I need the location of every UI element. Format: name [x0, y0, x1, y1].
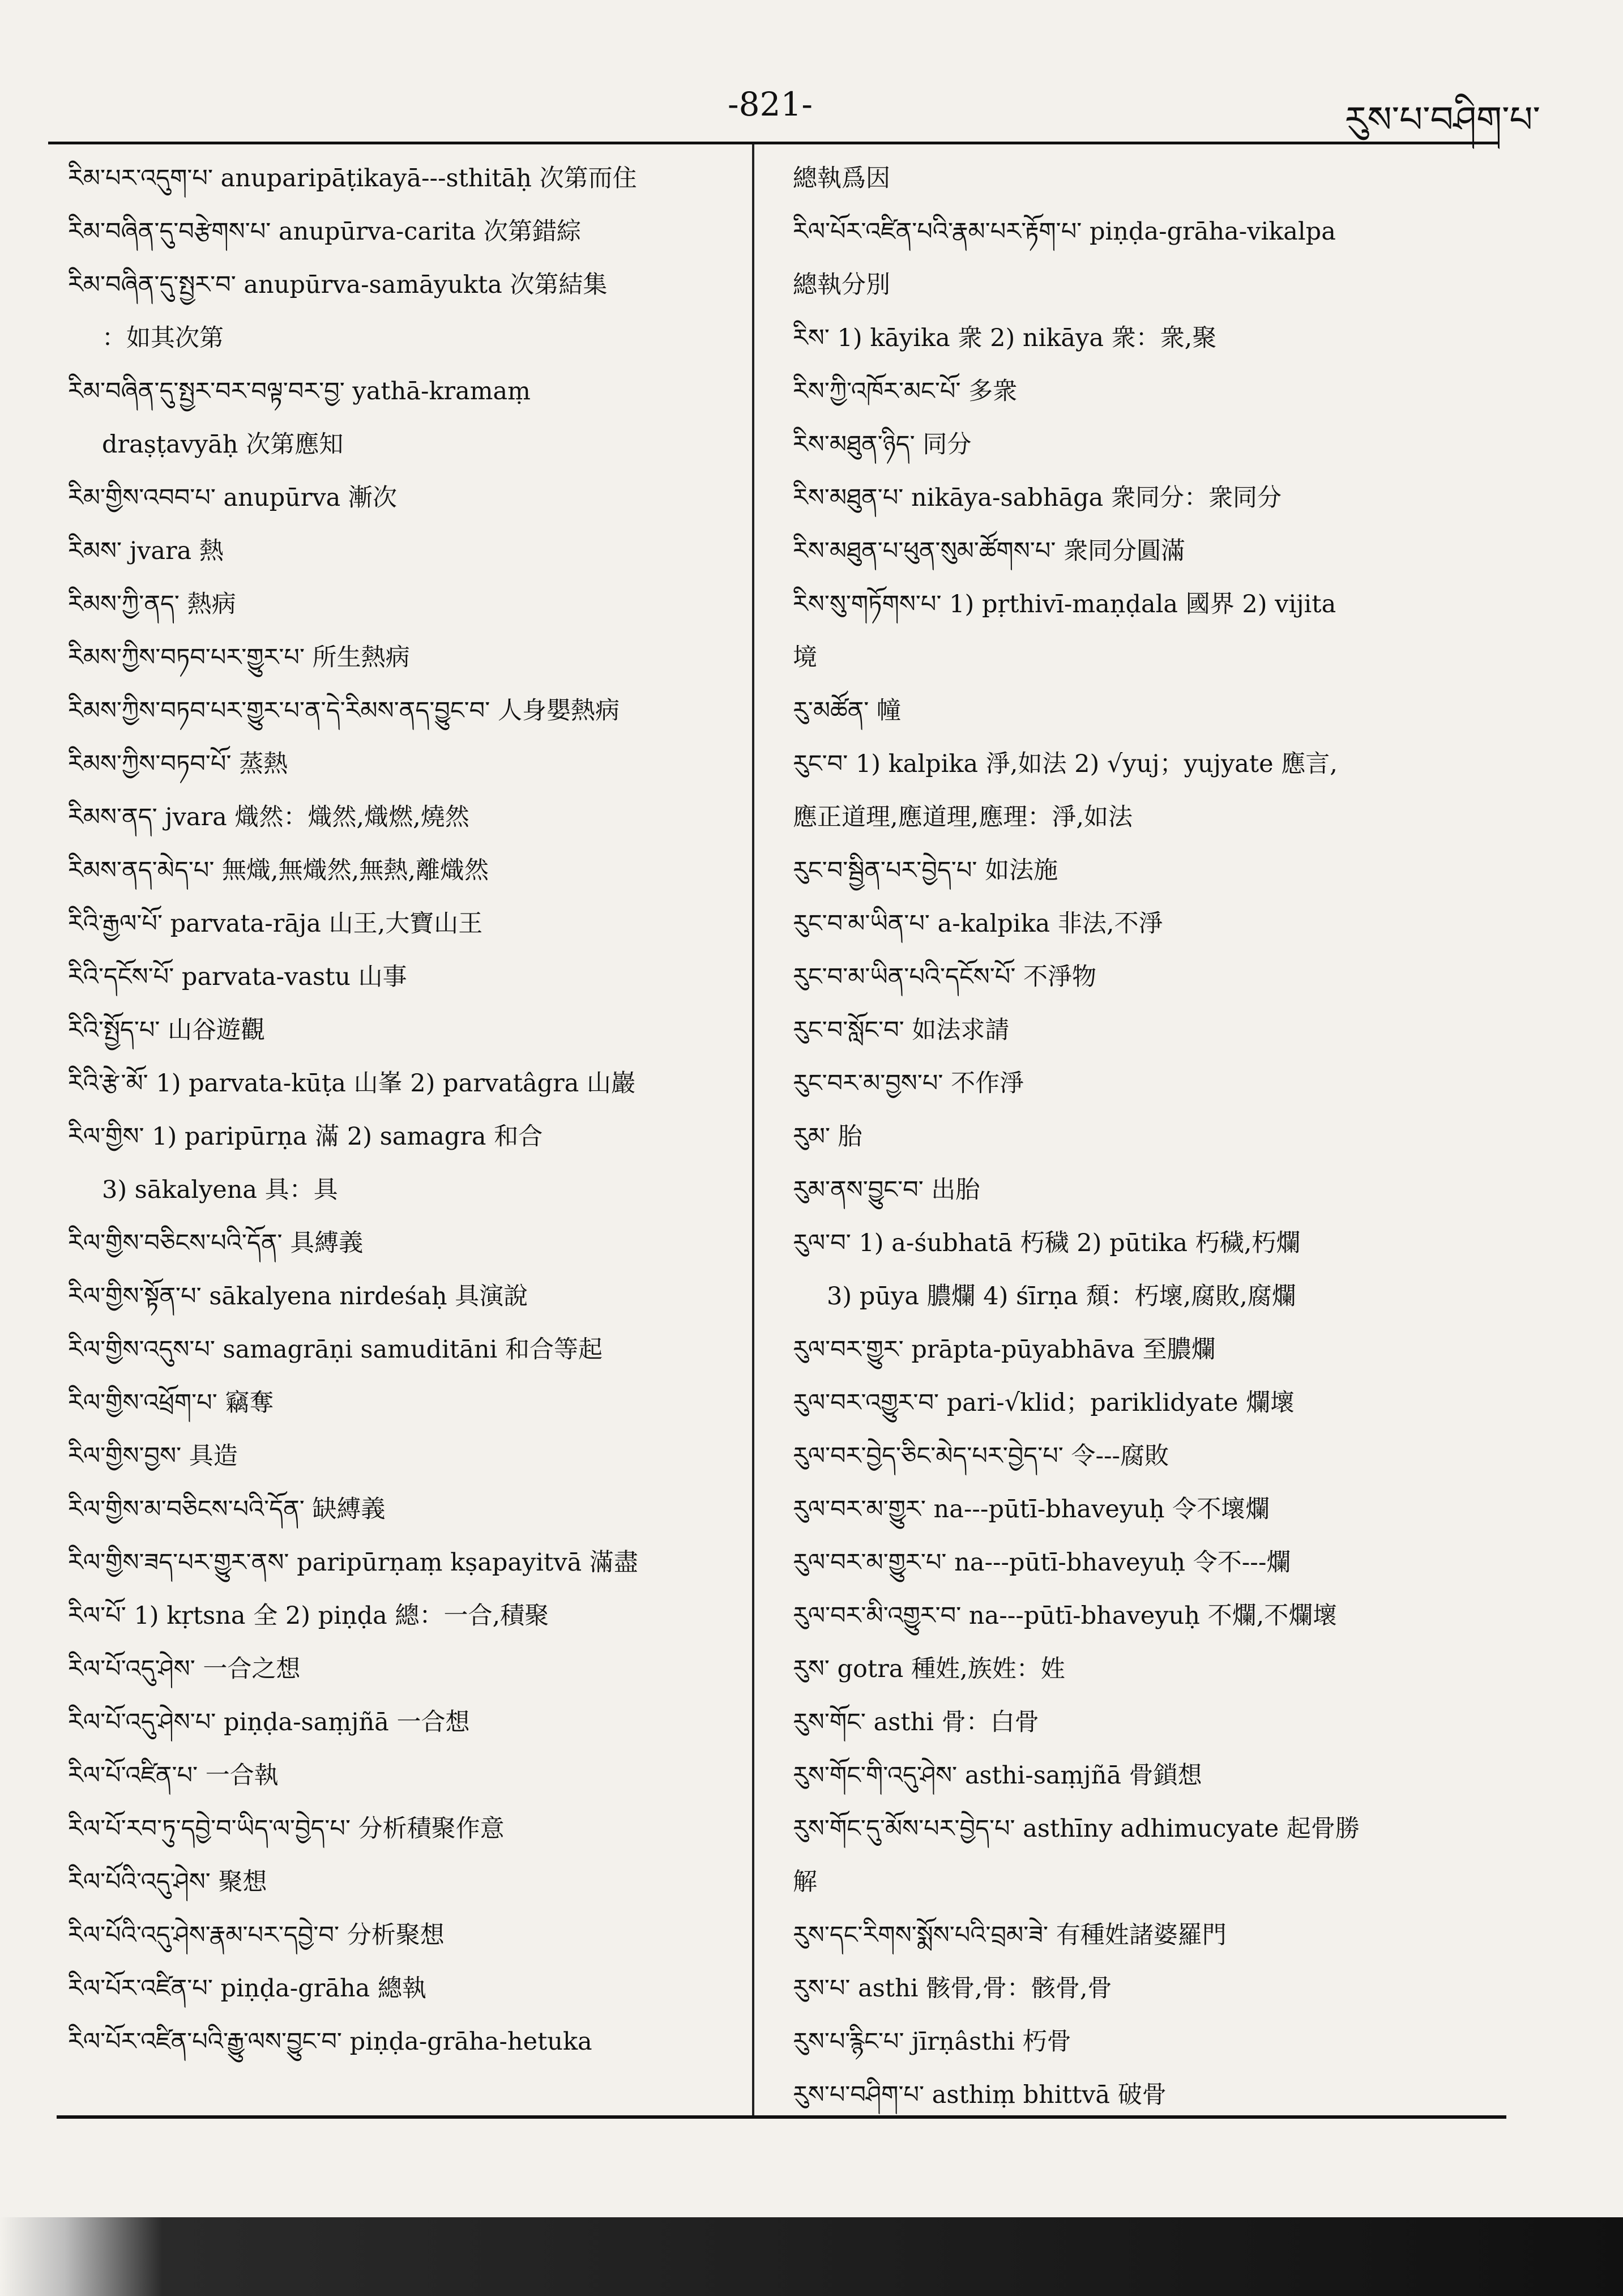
- dictionary-entry: རིལ་པོ་འདུ་ཤེས་པ་ piṇḍa-saṃjñā 一合想: [68, 1708, 470, 1736]
- dictionary-entry: རིལ་གྱིས་བྱས་ 具造: [68, 1442, 238, 1470]
- dictionary-entry: རིམ་བཞིན་དུ་སྤྱར་བ་ anupūrva-samāyukta 次第結集: [68, 271, 608, 299]
- dictionary-entry: རིམས་ཀྱིས་བཏབ་པར་གྱུར་པ་ 所生熱病: [68, 643, 410, 672]
- dictionary-entry: རིམས་ཀྱིས་བཏབ་པོ་ 蒸熱: [68, 750, 288, 778]
- dictionary-entry: 總執爲因: [793, 164, 890, 193]
- dictionary-entry: རུམ་ནས་བྱུང་བ་ 出胎: [793, 1176, 980, 1204]
- scan-shadow-band: [0, 2217, 1623, 2296]
- dictionary-entry: རུང་བར་མ་བྱས་པ་ 不作淨: [793, 1069, 1024, 1098]
- dictionary-entry: རུང་བ་ 1) kalpika 淨,如法 2) √yuj；yujyate 應言,: [793, 750, 1338, 778]
- dictionary-entry: 3) pūya 膿爛 4) śīrṇa 頹：朽壞,腐敗,腐爛: [827, 1282, 1296, 1311]
- dictionary-entry: རིམས་ནད་མེད་པ་ 無熾,無熾然,無熱,離熾然: [68, 856, 489, 885]
- dictionary-entry: རུལ་བ་ 1) a-śubhatā 朽穢 2) pūtika 朽穢,朽爛: [793, 1229, 1301, 1257]
- dictionary-entry: ：如其次第: [102, 324, 224, 352]
- dictionary-entry: རིལ་གྱིས་མ་བཅིངས་པའི་དོན་ 缺縛義: [68, 1495, 386, 1523]
- dictionary-entry: རིལ་པོར་འཛིན་པ་ piṇḍa-grāha 總執: [68, 1974, 426, 2003]
- dictionary-entry: རུས་པ་ asthi 骸骨,骨：骸骨,骨: [793, 1974, 1112, 2003]
- dictionary-entry: རིམ་བཞིན་དུ་སྤྱར་བར་བལྟ་བར་བྱ་ yathā-kramaṃ: [68, 377, 531, 406]
- dictionary-entry: རུང་བ་མ་ཡིན་པ་ a-kalpika 非法,不淨: [793, 910, 1163, 938]
- dictionary-entry: རིལ་གྱིས་འདུས་པ་ samagrāṇi samuditāni 和合等起: [68, 1335, 603, 1364]
- dictionary-entry: རིམས་ནད་ jvara 熾然：熾然,熾燃,燒然: [68, 803, 469, 831]
- dictionary-entry: 解: [793, 1868, 817, 1896]
- dictionary-entry: རུམ་ 胎: [793, 1123, 862, 1151]
- dictionary-entry: རིམ་བཞིན་དུ་བརྩེགས་པ་ anupūrva-carita 次第錯綜: [68, 217, 581, 246]
- dictionary-entry: རིལ་པོའི་འདུ་ཤེས་ 聚想: [68, 1868, 267, 1896]
- dictionary-entry: རིའི་སྤྱོད་པ་ 山谷遊觀: [68, 1016, 266, 1044]
- page-number: -821-: [728, 85, 813, 123]
- dictionary-entry: རུལ་བར་མ་གྱུར་པ་ na---pūtī-bhaveyuḥ 令不---爛: [793, 1548, 1291, 1577]
- dictionary-entry: རིལ་གྱིས་ 1) paripūrṇa 滿 2) samagra 和合: [68, 1123, 543, 1151]
- dictionary-entry: རིའི་རྩེ་མོ་ 1) parvata-kūṭa 山峯 2) parvatâgra 山巖: [68, 1069, 635, 1098]
- bottom-rule: [57, 2115, 1506, 2119]
- dictionary-entry: རིམ་པར་འདུག་པ་ anuparipāṭikayā---sthitāḥ 次第而住: [68, 164, 637, 193]
- dictionary-entry: རིས་མཐུན་པ་ nikāya-sabhāga 衆同分：衆同分: [793, 484, 1282, 512]
- dictionary-entry: རིའི་རྒྱལ་པོ་ parvata-rāja 山王,大寶山王: [68, 910, 483, 938]
- right-column: [793, 152, 1498, 2122]
- dictionary-entry: རུང་བ་སྦྱིན་པར་བྱེད་པ་ 如法施: [793, 856, 1058, 885]
- dictionary-entry: རུལ་བར་གྱུར་ prāpta-pūyabhāva 至膿爛: [793, 1335, 1216, 1364]
- dictionary-entry: རིམས་ཀྱིས་བཏབ་པར་གྱུར་པ་ན་དེ་རིམས་ནད་བྱུང་བ་ 人身嬰熱病: [68, 697, 620, 725]
- dictionary-entry: རིལ་པོ་འདུ་ཤེས་ 一合之想: [68, 1655, 301, 1683]
- dictionary-entry: རིལ་པོ་འཛིན་པ་ 一合執: [68, 1761, 279, 1790]
- dictionary-entry: རུས་གོང་གི་འདུ་ཤེས་ asthi-saṃjñā 骨鎖想: [793, 1761, 1202, 1790]
- dictionary-entry: རིས་མཐུན་ཉིད་ 同分: [793, 430, 972, 459]
- dictionary-entry: རུས་པ་བཤིག་པ་ asthiṃ bhittvā 破骨: [793, 2081, 1167, 2109]
- dictionary-entry: རུལ་བར་འགྱུར་བ་ pari-√klid；pariklidyate 爛壞: [793, 1389, 1295, 1417]
- dictionary-entry: རིས་ 1) kāyika 衆 2) nikāya 衆：衆,聚: [793, 324, 1217, 352]
- dictionary-entry: 3) sākalyena 具：具: [102, 1176, 338, 1204]
- dictionary-entry: རིལ་པོ་ 1) kṛtsna 全 2) piṇḍa 總：一合,積聚: [68, 1602, 549, 1630]
- dictionary-entry: རིལ་པོར་འཛིན་པའི་རྒྱུ་ལས་བྱུང་བ་ piṇḍa-grāha-hetuka: [68, 2028, 592, 2056]
- dictionary-entry: རིལ་གྱིས་སྟོན་པ་ sākalyena nirdeśaḥ 具演說: [68, 1282, 528, 1311]
- dictionary-entry: རིམས་ཀྱི་ནད་ 熱病: [68, 590, 236, 618]
- dictionary-entry: རིས་སུ་གཏོགས་པ་ 1) pṛthivī-maṇḍala 國界 2) vijita: [793, 590, 1336, 618]
- dictionary-entry: རིལ་པོར་འཛིན་པའི་རྣམ་པར་རྟོག་པ་ piṇḍa-grāha-vikalpa: [793, 217, 1336, 246]
- dictionary-entry: རུས་པ་རྙིང་པ་ jīrṇâsthi 朽骨: [793, 2028, 1071, 2056]
- dictionary-entry: རུས་ gotra 種姓,族姓：姓: [793, 1655, 1065, 1683]
- dictionary-entry: 應正道理,應道理,應理：淨,如法: [793, 803, 1133, 831]
- dictionary-entry: རུས་གོང་ asthi 骨：白骨: [793, 1708, 1039, 1736]
- left-column: [68, 152, 742, 2068]
- top-rule: [48, 142, 1498, 144]
- dictionary-entry: རིའི་དངོས་པོ་ parvata-vastu 山事: [68, 963, 407, 991]
- dictionary-entry: རིལ་པོའི་འདུ་ཤེས་རྣམ་པར་དབྱེ་བ་ 分析聚想: [68, 1921, 445, 1949]
- running-head: རུས་པ་བཤིག་པ་: [1344, 99, 1540, 141]
- dictionary-entry: རིལ་པོ་རབ་ཏུ་དབྱེ་བ་ཡིད་ལ་བྱེད་པ་ 分析積聚作意: [68, 1815, 505, 1843]
- dictionary-entry: རིལ་གྱིས་འཕྲོག་པ་ 竊奪: [68, 1389, 274, 1417]
- dictionary-entry: རུས་དང་རིགས་སྨོས་པའི་བྲམ་ཟེ་ 有種姓諸婆羅門: [793, 1921, 1227, 1949]
- dictionary-entry: 總執分別: [793, 271, 890, 299]
- dictionary-entry: རུང་བ་མ་ཡིན་པའི་དངོས་པོ་ 不淨物: [793, 963, 1097, 991]
- dictionary-entry: རུལ་བར་མ་གྱུར་ na---pūtī-bhaveyuḥ 令不壞爛: [793, 1495, 1270, 1523]
- dictionary-entry: རིམ་གྱིས་འབབ་པ་ anupūrva 漸次: [68, 484, 397, 512]
- dictionary-entry: རུལ་བར་མི་འགྱུར་བ་ na---pūtī-bhaveyuḥ 不爛,不爛壞: [793, 1602, 1338, 1630]
- dictionary-entry: རིས་མཐུན་པ་ཕུན་སུམ་ཚོགས་པ་ 衆同分圓滿: [793, 537, 1186, 565]
- dictionary-entry: རུང་བ་སློང་བ་ 如法求請: [793, 1016, 1010, 1044]
- column-divider: [752, 144, 754, 2115]
- dictionary-entry: རིལ་གྱིས་བཅིངས་པའི་དོན་ 具縛義: [68, 1229, 364, 1257]
- dictionary-entry: draṣṭavyāḥ 次第應知: [102, 430, 344, 459]
- dictionary-entry: 境: [793, 643, 817, 672]
- dictionary-entry: རིས་ཀྱི་འཁོར་མང་པོ་ 多衆: [793, 377, 1018, 406]
- dictionary-entry: རིམས་ jvara 熱: [68, 537, 224, 565]
- dictionary-entry: རུ་མཚོན་ 幢: [793, 697, 902, 725]
- dictionary-entry: རུལ་བར་བྱེད་ཅིང་མེད་པར་བྱེད་པ་ 令---腐敗: [793, 1442, 1169, 1470]
- dictionary-entry: རིལ་གྱིས་ཟད་པར་གྱུར་ནས་ paripūrṇaṃ kṣapayitvā 滿盡: [68, 1548, 638, 1577]
- dictionary-entry: རུས་གོང་དུ་མོས་པར་བྱེད་པ་ asthīny adhimucyate 起骨勝: [793, 1815, 1360, 1843]
